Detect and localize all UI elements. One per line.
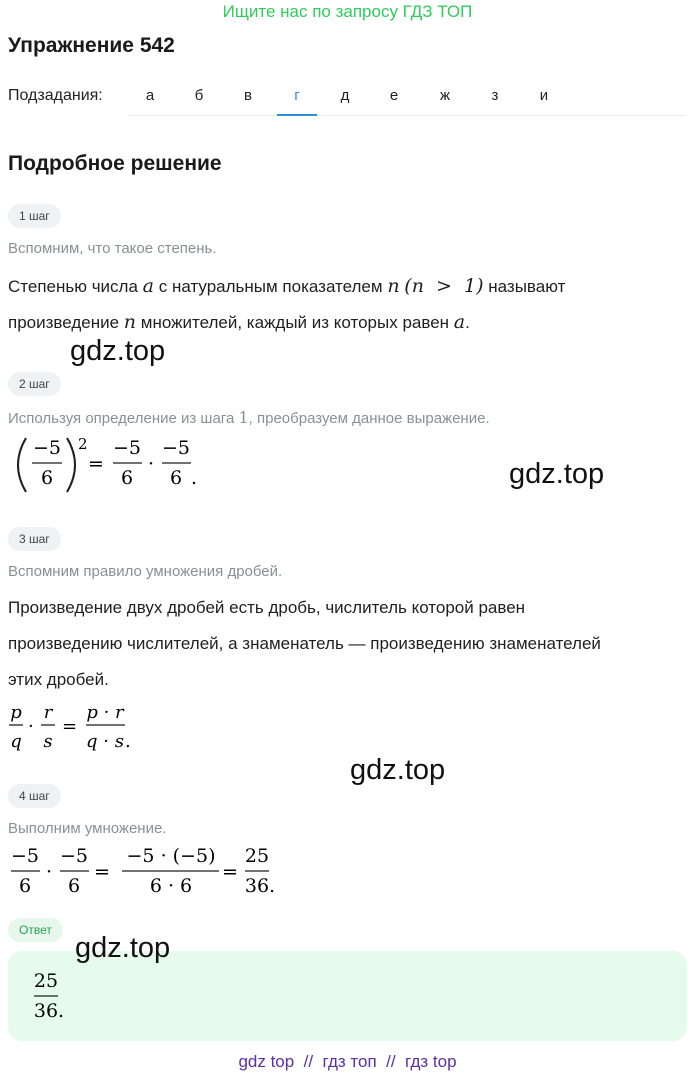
section-title: Подробное решение xyxy=(8,152,222,175)
svg-text:6 · 6: 6 · 6 xyxy=(149,875,193,897)
page-title: Упражнение 542 xyxy=(8,34,175,57)
svg-text:6: 6 xyxy=(169,467,183,489)
step-text-line: Степенью числа a с натуральным показателем n (n > 1) называют xyxy=(8,275,566,297)
svg-text:s: s xyxy=(43,731,53,752)
step-note: Используя определение из шага 1, преобразуем данное выражение. xyxy=(8,408,490,427)
svg-text:.: . xyxy=(191,467,198,489)
svg-text:36: 36 xyxy=(244,875,270,897)
answer-badge: Ответ xyxy=(8,918,63,942)
step-note: Вспомним правило умножения дробей. xyxy=(8,563,283,580)
tab-zh[interactable]: ж xyxy=(439,87,451,104)
svg-text:r: r xyxy=(43,702,53,723)
tab-d[interactable]: д xyxy=(340,87,350,104)
svg-text:.: . xyxy=(269,875,276,897)
watermark: gdz.top xyxy=(70,335,166,367)
svg-text:=: = xyxy=(222,861,238,883)
watermark: gdz.top xyxy=(509,458,605,490)
tab-b[interactable]: б xyxy=(194,87,204,104)
svg-text:36: 36 xyxy=(33,1000,59,1022)
tab-a[interactable]: а xyxy=(145,87,155,104)
svg-text:=: = xyxy=(94,861,110,883)
subtasks-tabs xyxy=(128,74,686,116)
svg-text:2: 2 xyxy=(78,435,88,453)
svg-text:6: 6 xyxy=(67,875,81,897)
footer-links[interactable]: gdz top // гдз топ // гдз top xyxy=(238,1052,457,1071)
watermark: gdz.top xyxy=(350,754,446,786)
svg-text:−5: −5 xyxy=(112,437,142,459)
svg-text:·: · xyxy=(46,861,53,883)
tab-e[interactable]: е xyxy=(389,87,399,104)
step-text-line: этих дробей. xyxy=(8,670,109,689)
svg-text:·: · xyxy=(28,716,34,737)
svg-text:−5 · (−5): −5 · (−5) xyxy=(126,845,216,867)
step-badge: 2 шаг xyxy=(8,372,61,396)
svg-text:−5: −5 xyxy=(32,437,62,459)
svg-text:.: . xyxy=(58,1000,65,1022)
tab-v[interactable]: в xyxy=(244,87,252,104)
svg-text:q · s: q · s xyxy=(86,731,124,752)
subtasks-label: Подзадания: xyxy=(8,87,103,104)
power-formula xyxy=(6,432,206,498)
svg-text:p · r: p · r xyxy=(86,702,124,723)
step-badge: 4 шаг xyxy=(8,784,61,808)
step-text-line: Произведение двух дробей есть дробь, числитель которой равен xyxy=(8,598,526,617)
step-note: Вспомним, что такое степень. xyxy=(8,240,217,257)
tab-g[interactable]: г xyxy=(277,74,317,116)
step-note: Выполним умножение. xyxy=(8,820,167,837)
svg-text:p: p xyxy=(10,702,22,723)
svg-text:6: 6 xyxy=(18,875,32,897)
svg-text:6: 6 xyxy=(40,467,54,489)
watermark: gdz.top xyxy=(75,932,171,964)
tab-z[interactable]: з xyxy=(491,87,499,104)
svg-text:.: . xyxy=(125,731,131,752)
top-promo-link[interactable]: Ищите нас по запросу ГДЗ ТОП xyxy=(222,2,473,21)
answer-fraction xyxy=(32,967,92,1025)
svg-text:·: · xyxy=(148,453,155,475)
svg-text:−5: −5 xyxy=(59,845,89,867)
svg-text:−5: −5 xyxy=(161,437,191,459)
svg-text:q: q xyxy=(10,731,22,752)
step-badge: 1 шаг xyxy=(8,204,61,228)
step-text-line: произведению числителей, а знаменатель — произведению знаменателей xyxy=(8,634,601,653)
svg-text:=: = xyxy=(88,453,104,475)
fraction-rule-formula xyxy=(6,700,146,756)
svg-text:25: 25 xyxy=(244,845,270,867)
svg-text:25: 25 xyxy=(33,970,59,992)
step-badge: 3 шаг xyxy=(8,527,61,551)
multiplication-formula xyxy=(6,842,296,900)
svg-text:6: 6 xyxy=(120,467,134,489)
step-text-line: произведение n множителей, каждый из которых равен a. xyxy=(8,311,470,333)
tab-i[interactable]: и xyxy=(539,87,549,104)
svg-text:−5: −5 xyxy=(10,845,40,867)
svg-text:=: = xyxy=(62,716,78,737)
